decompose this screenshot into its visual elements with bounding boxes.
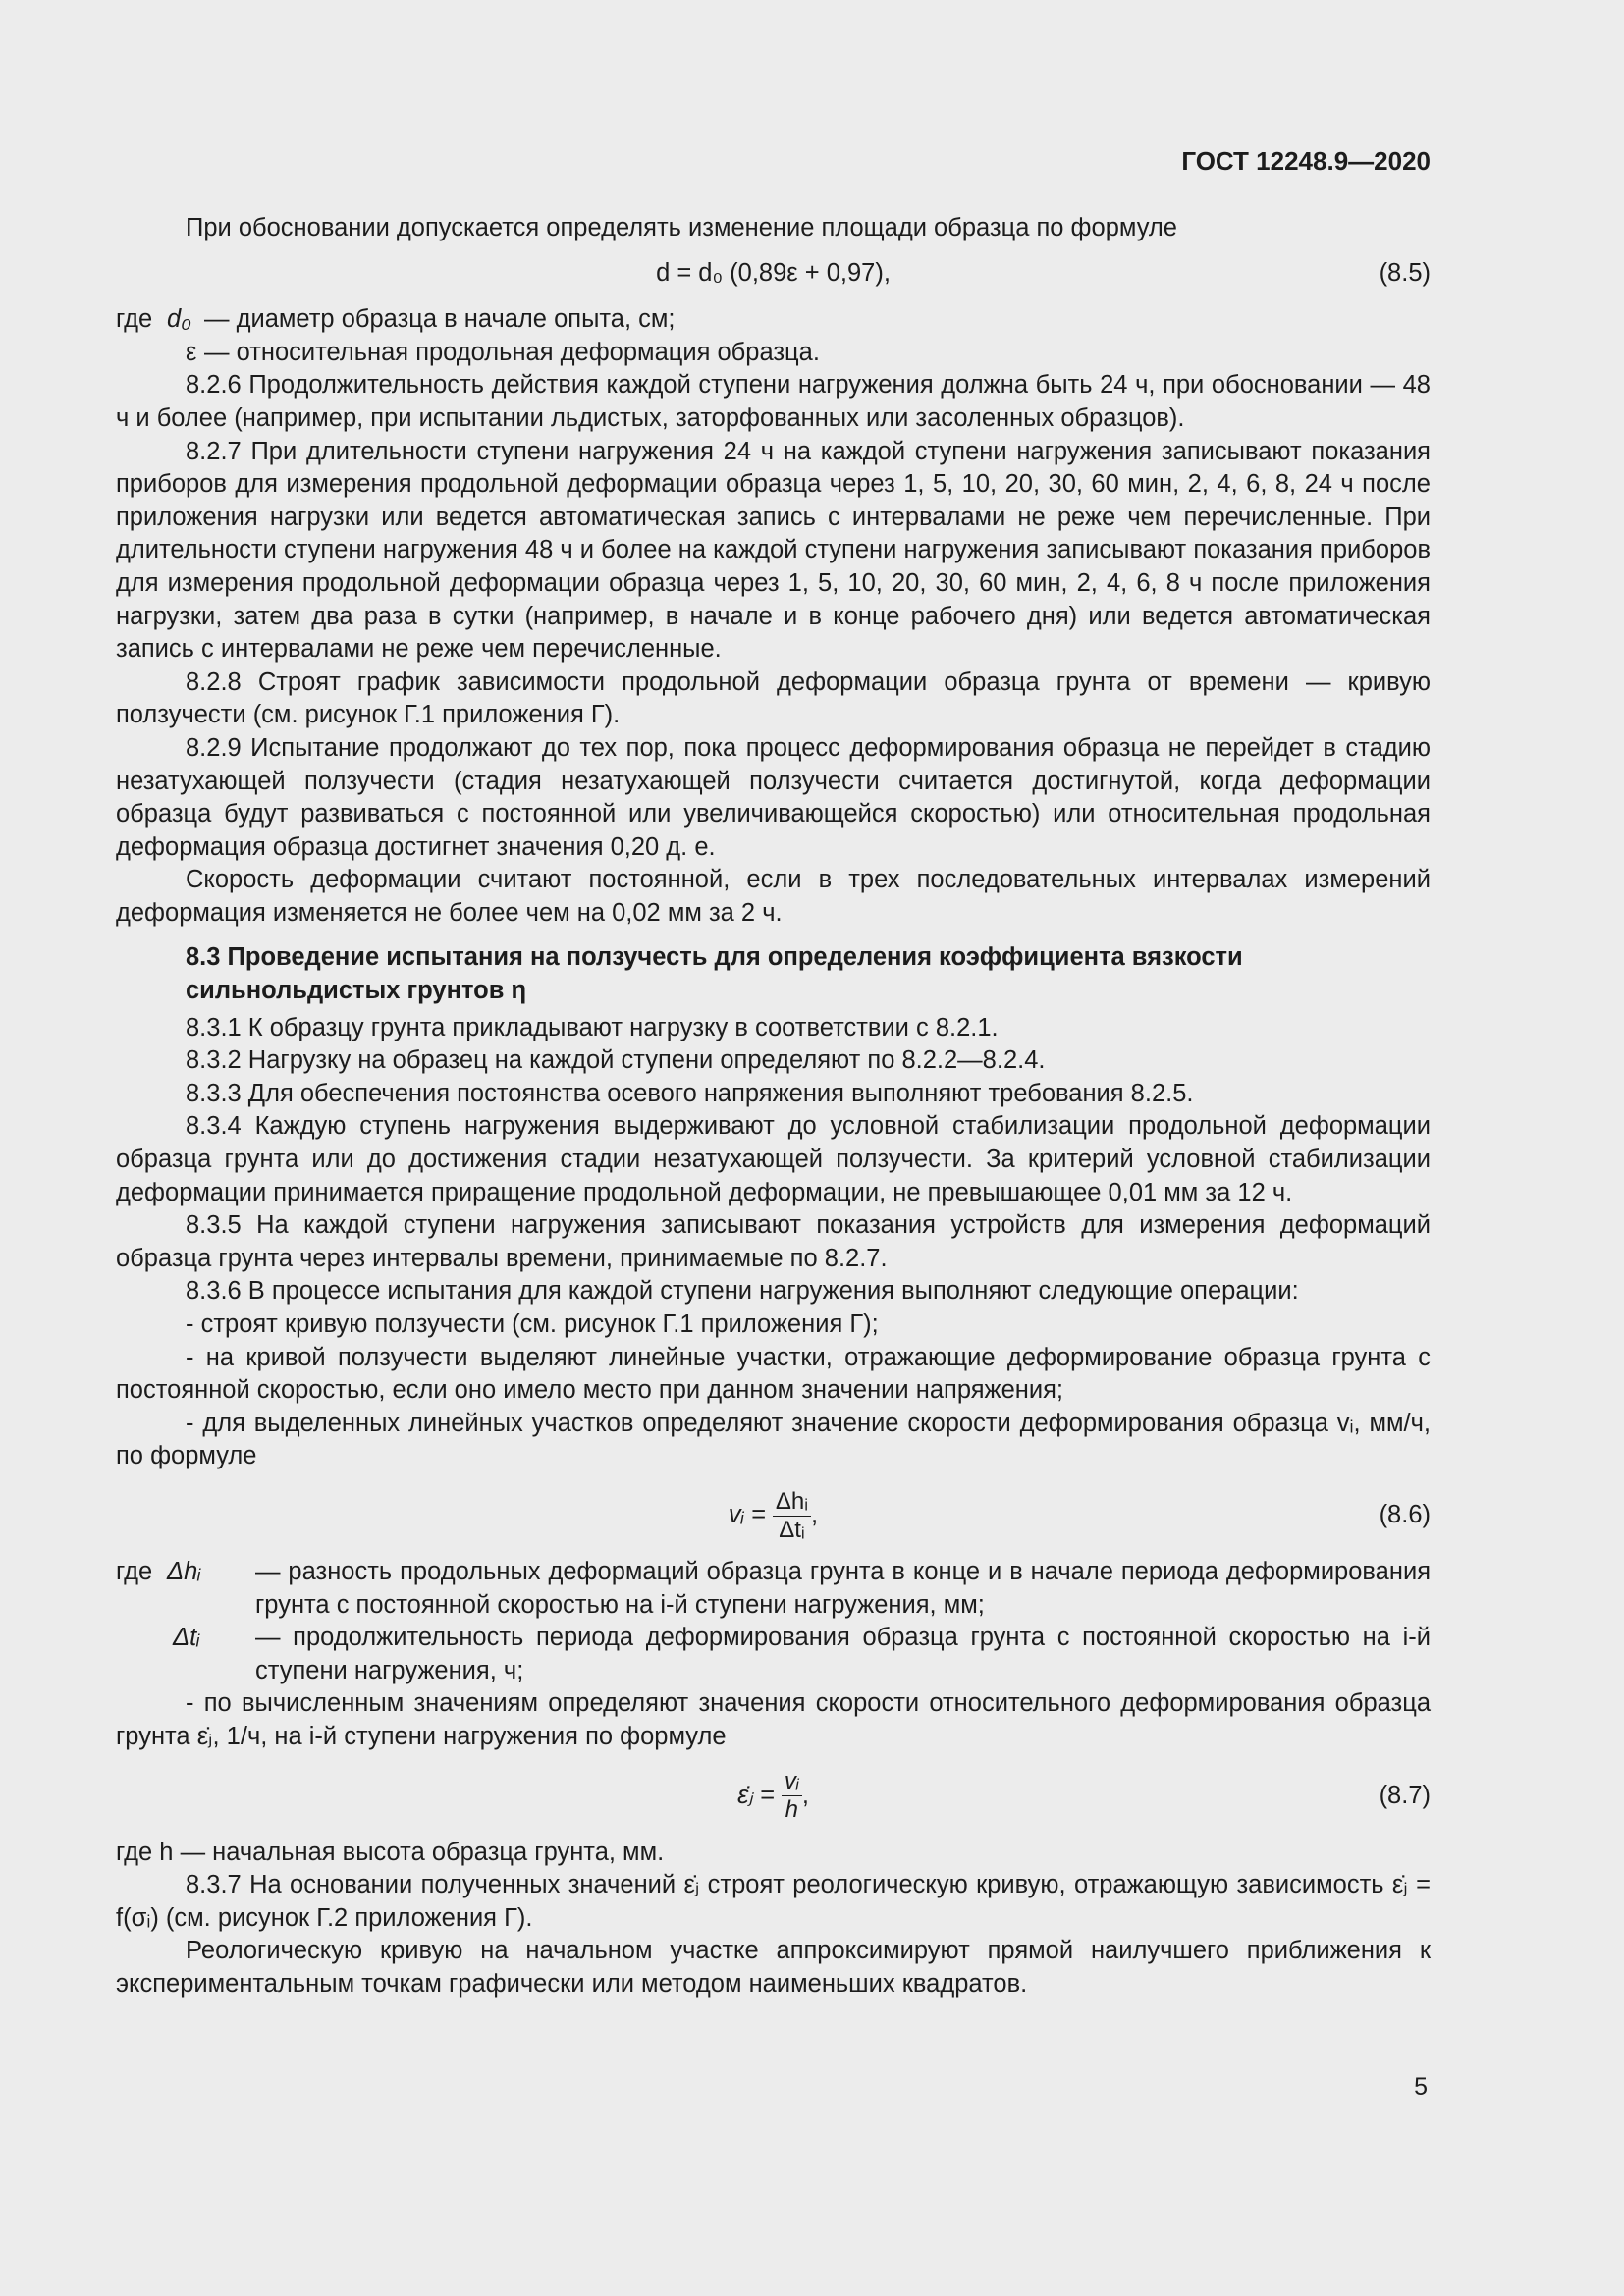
paragraph-strain-rate: - по вычисленным значениям определяют значения скорости относительного деформирования образца грунта ε̇ⱼ, 1/ч, на i-й ступени нагружения по формуле <box>116 1689 1431 1750</box>
fraction-denominator: Δtᵢ <box>779 1516 805 1543</box>
where-lead: где <box>116 305 153 334</box>
fraction-numerator: Δhᵢ <box>773 1488 811 1517</box>
formula-8-6 <box>116 1477 1431 1552</box>
paragraph-8-3-1: 8.3.1 К образцу грунта прикладывают нагрузку в соответствии с 8.2.1. <box>186 1013 999 1041</box>
where-block-8-7: где h — начальная высота образца грунта, мм. <box>116 1838 665 1866</box>
list-item: - строят кривую ползучести (см. рисунок Г.1 приложения Г); <box>186 1310 879 1338</box>
where-definition: — относительная продольная деформация образца. <box>204 338 820 366</box>
formula-8-5-number: (8.5) <box>1379 259 1431 288</box>
formula-8-7-number: (8.7) <box>1379 1781 1431 1809</box>
list-item: - на кривой ползучести выделяют линейные участки, отражающие деформирование образца грунта с постоянной скоростью, если оно имело место при данном значении напряжения; <box>116 1343 1431 1405</box>
where-lead: где <box>116 1557 153 1585</box>
paragraph-8-2-6: 8.2.6 Продолжительность действия каждой ступени нагружения должна быть 24 ч, при обосновании — 48 ч и более (например, при испытании льдистых, заторфованных или засоленных образцов). <box>116 371 1431 432</box>
standard-header: ГОСТ 12248.9—2020 <box>1181 146 1431 176</box>
paragraph-8-3-4: 8.3.4 Каждую ступень нагружения выдерживают до условной стабилизации продольной деформации образца грунта или до достижения стадии незатухающей ползучести. За критерий условной стабилизации деформации принимается приращение продольной деформации, не превышающее 0,01 мм за 12 ч. <box>116 1112 1431 1206</box>
where-symbol: Δtᵢ <box>173 1624 200 1652</box>
where-symbol: ε <box>186 338 197 366</box>
where-definition: — разность продольных деформаций образца грунта в конце и в начале периода деформирования грунта с постоянной скоростью на i-й ступени нагружения, мм; <box>255 1557 1431 1619</box>
formula-8-6-lhs: vᵢ = <box>728 1500 766 1528</box>
where-block-8-5 <box>116 303 1431 369</box>
formula-8-7 <box>116 1758 1431 1833</box>
where-symbol: d₀ <box>167 305 191 334</box>
paragraph-8-2-7: 8.2.7 При длительности ступени нагружения 24 ч на каждой ступени нагружения записывают показания приборов для измерения продольной деформации образца через 1, 5, 10, 20, 30, 60 мин, 2, 4, 6, 8, 24 ч после приложения нагрузки или ведется автоматическая запись с интервалами не реже чем перечисленные. При длительности ступени нагружения 48 ч и более на каждой ступени нагружения записывают показания приборов для измерения продольной деформации образца через 1, 5, 10, 20, 30, 60 мин, 2, 4, 6, 8 ч после приложения нагрузки, затем два раза в сутки (например, в начале и в конце рабочего дня) или ведется автоматическая запись с интервалами не реже чем перечисленные. <box>116 437 1431 664</box>
intro-paragraph: При обосновании допускается определять изменение площади образца по формуле <box>186 213 1177 241</box>
paragraph-8-3-6: 8.3.6 В процессе испытания для каждой ступени нагружения выполняют следующие операции: <box>186 1277 1299 1306</box>
section-8-3-title: 8.3 Проведение испытания на ползучесть для определения коэффициента вязкости сильнольдистых грунтов η <box>186 943 1243 1005</box>
fraction-denominator: h <box>785 1796 798 1824</box>
where-symbol: Δhᵢ <box>167 1557 201 1585</box>
formula-8-6-tail: , <box>811 1500 819 1528</box>
formula-8-6-number: (8.6) <box>1379 1500 1431 1528</box>
formula-8-5-expression: d = d₀ (0,89ε + 0,97), <box>656 259 891 288</box>
fraction-numerator: vᵢ <box>782 1768 802 1796</box>
paragraph-8-2-9: 8.2.9 Испытание продолжают до тех пор, пока процесс деформирования образца не перейдет в стадию незатухающей ползучести (стадия незатухающей ползучести считается достигнутой, когда деформации образца будут развиваться с постоянной или увеличивающейся скоростью) или относительная продольная деформация образца достигнет значения 0,20 д. е. <box>116 733 1431 861</box>
where-definition: — диаметр образца в начале опыта, см; <box>204 305 676 334</box>
page-number: 5 <box>1414 2073 1428 2101</box>
paragraph-final: Реологическую кривую на начальном участке аппроксимируют прямой наилучшего приближения к экспериментальным точкам графически или методом наименьших квадратов. <box>116 1937 1431 1998</box>
list-item: - для выделенных линейных участков определяют значение скорости деформирования образца vᵢ, мм/ч, по формуле <box>116 1409 1431 1470</box>
formula-8-5 <box>116 248 1431 297</box>
formula-8-7-lhs: ε̇ⱼ = <box>737 1781 775 1809</box>
where-block-8-6 <box>116 1556 1431 1687</box>
paragraph-8-3-2: 8.3.2 Нагрузку на образец на каждой ступени определяют по 8.2.2—8.2.4. <box>186 1046 1046 1075</box>
paragraph-8-3-5: 8.3.5 На каждой ступени нагружения записывают показания устройств для измерения деформаций образца грунта через интервалы времени, принимаемые по 8.2.7. <box>116 1211 1431 1272</box>
paragraph-8-3-3: 8.3.3 Для обеспечения постоянства осевого напряжения выполняют требования 8.2.5. <box>186 1079 1194 1107</box>
paragraph-8-2-8: 8.2.8 Строят график зависимости продольной деформации образца грунта от времени — кривую ползучести (см. рисунок Г.1 приложения Г). <box>116 667 1431 729</box>
where-definition: — продолжительность периода деформирования образца грунта с постоянной скоростью на i-й ступени нагружения, ч; <box>255 1624 1431 1684</box>
paragraph-deformation-rate: Скорость деформации считают постоянной, если в трех последовательных интервалах измерений деформация изменяется не более чем на 0,02 мм за 2 ч. <box>116 866 1431 927</box>
formula-8-7-fraction <box>782 1768 802 1824</box>
paragraph-8-3-7: 8.3.7 На основании полученных значений ε̇ⱼ строят реологическую кривую, отражающую зависимость ε̇ⱼ = f(σᵢ) (см. рисунок Г.2 приложения Г). <box>116 1871 1431 1932</box>
formula-8-7-tail: , <box>801 1781 809 1809</box>
formula-8-6-fraction <box>773 1488 811 1544</box>
